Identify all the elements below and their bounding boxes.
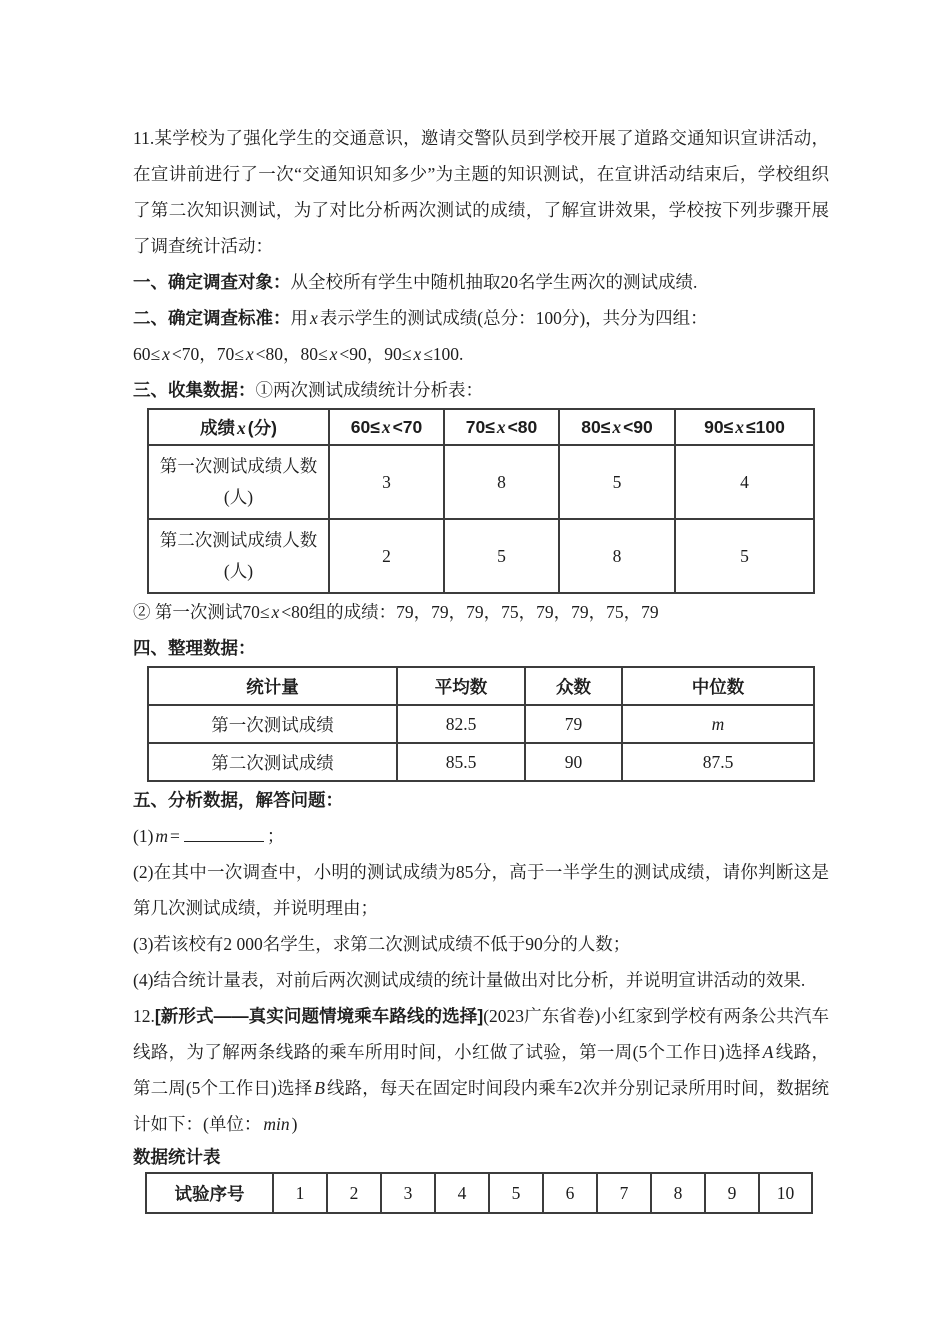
table1-header-range-4	[675, 409, 814, 445]
table2-header-mode: 众数	[525, 667, 622, 705]
header-text: ≤100	[746, 416, 785, 437]
variable-m: m	[711, 713, 725, 734]
step-2-label: 二、确定调查标准：	[133, 308, 291, 328]
step-2-text-pre: 用	[290, 308, 308, 328]
table1-cell: 5	[559, 445, 675, 519]
step-4-line	[133, 630, 829, 666]
question-text: (4)结合统计量表，对前后两次测试成绩的统计量做出对比分析，并说明宣讲活动的效果.	[133, 970, 806, 990]
step-1-text: 从全校所有学生中随机抽取20名学生两次的测试成绩.	[290, 272, 698, 292]
note-2-scores: <80组的成绩：79，79，79，75，79，79，75，79	[281, 602, 659, 622]
score-distribution-table	[147, 408, 815, 594]
table2-row-label: 第一次测试成绩	[148, 705, 397, 743]
question-12-tag: [新形式——真实问题情境乘车路线的选择]	[154, 1006, 484, 1026]
table2-cell-mode: 90	[525, 743, 622, 781]
header-text: (分)	[247, 417, 277, 438]
table1-cell: 5	[444, 519, 559, 593]
question-11-intro-text: 11.某学校为了强化学生的交通意识，邀请交警队员到学校开展了道路交通知识宣讲活动，在宣讲前进行了一次“交通知识知多少”为主题的知识测试，在宣讲活动结束后，学校组织了第二次知识测试，为了对比分析两次测试的成绩，了解宣讲效果，学校按下列步骤开展了调查统计活动：	[133, 128, 829, 256]
table3-cell: 3	[381, 1173, 435, 1213]
variable-x: x	[413, 344, 422, 364]
variable-b: B	[314, 1078, 325, 1098]
variable-x: x	[271, 602, 280, 622]
step-3-label: 三、收集数据：	[133, 380, 256, 400]
question-11-1	[133, 818, 829, 854]
variable-x: x	[162, 344, 170, 364]
unit-min: min	[263, 1114, 290, 1134]
range-segment: <80，80≤	[255, 344, 328, 364]
table2-cell-mode: 79	[525, 705, 622, 743]
table2-cell-median: 87.5	[622, 743, 814, 781]
range-segment: <90，90≤	[339, 344, 412, 364]
table2-row-label: 第二次测试成绩	[148, 743, 397, 781]
variable-x: x	[329, 344, 338, 364]
table1-cell: 2	[329, 519, 444, 593]
question-11-intro	[133, 120, 829, 264]
variable-x: x	[612, 416, 622, 437]
question-text: (2)在其中一次调查中，小明的测试成绩为85分，高于一半学生的测试成绩，请你判断这是第几次测试成绩，并说明理由；	[133, 862, 829, 918]
table2-header-row	[148, 667, 814, 705]
variable-x: x	[735, 416, 744, 437]
step-5-label: 五、分析数据，解答问题：	[133, 790, 343, 810]
row-label-line1: 第二次测试成绩人数	[159, 530, 318, 550]
worksheet-content	[133, 0, 829, 1214]
table3-cell: 4	[435, 1173, 489, 1213]
statistics-summary-table	[147, 666, 815, 782]
table3-cell: 10	[759, 1173, 812, 1213]
header-text: <90	[623, 416, 653, 437]
table3-header-trial: 试验序号	[146, 1173, 273, 1213]
header-text: 80≤	[581, 416, 611, 437]
variable-x: x	[237, 417, 246, 438]
table1-header-range-3	[559, 409, 675, 445]
table1-cell: 5	[675, 519, 814, 593]
question-12-body: )	[291, 1114, 298, 1134]
table2-row-first-test	[148, 705, 814, 743]
step-4-label: 四、整理数据：	[133, 638, 256, 658]
note-2-line	[133, 594, 829, 630]
table1-row-label	[148, 445, 329, 519]
table1-row-first-test	[148, 445, 814, 519]
row-label-line1: 第一次测试成绩人数	[159, 456, 318, 476]
table1-cell: 4	[675, 445, 814, 519]
step-3-text: ①两次测试成绩统计分析表：	[255, 380, 483, 400]
table2-header-statistic: 统计量	[148, 667, 397, 705]
table2-row-second-test	[148, 743, 814, 781]
step-2-text-post: 表示学生的测试成绩(总分：100分)，共分为四组：	[319, 308, 708, 328]
question-number: 12.	[133, 1006, 155, 1026]
table1-header-score	[148, 409, 329, 445]
score-ranges-line	[133, 336, 829, 372]
question-12-source: (2023广东省卷)	[483, 1006, 601, 1026]
question-text: (3)若该校有2 000名学生，求第二次测试成绩不低于90分的人数；	[133, 934, 631, 954]
header-text: <80	[507, 416, 538, 437]
table3-cell: 8	[651, 1173, 705, 1213]
table3-cell: 6	[543, 1173, 597, 1213]
table1-header-row	[148, 409, 814, 445]
table2-cell-mean: 82.5	[397, 705, 525, 743]
table3-cell: 2	[327, 1173, 381, 1213]
table3-cell: 9	[705, 1173, 759, 1213]
range-segment: ≤100.	[423, 344, 464, 364]
variable-x: x	[381, 416, 391, 437]
variable-x: x	[496, 416, 506, 437]
table2-cell-mean: 85.5	[397, 743, 525, 781]
table3-cell: 5	[489, 1173, 543, 1213]
step-2-line	[133, 300, 829, 336]
step-1-line	[133, 264, 829, 300]
table1-cell: 8	[559, 519, 675, 593]
table3-cell: 7	[597, 1173, 651, 1213]
question-12-intro	[133, 998, 829, 1142]
table3-cell: 1	[273, 1173, 327, 1213]
table1-row-label	[148, 519, 329, 593]
question-11-3	[133, 926, 829, 962]
table2-cell-median	[622, 705, 814, 743]
range-segment: 60≤	[133, 344, 161, 364]
question-11-2	[133, 854, 829, 926]
question-11-4	[133, 962, 829, 998]
table1-header-range-1	[329, 409, 444, 445]
table2-header-median: 中位数	[622, 667, 814, 705]
header-text: 60≤	[350, 416, 380, 437]
trial-number-table	[145, 1172, 813, 1214]
step-5-line	[133, 782, 829, 818]
step-1-label: 一、确定调查对象：	[133, 272, 291, 292]
row-label-line2: (人)	[223, 561, 254, 581]
header-text: 成绩	[200, 417, 236, 438]
note-2-text: ② 第一次测试70≤	[133, 602, 270, 622]
header-text: 70≤	[465, 416, 495, 437]
variable-a: A	[762, 1042, 774, 1062]
equals-sign: =	[170, 826, 180, 846]
answer-blank	[184, 824, 264, 843]
table3-title	[133, 1142, 829, 1172]
row-label-line2: (人)	[223, 487, 254, 507]
table3-title-text: 数据统计表	[133, 1147, 221, 1167]
question-12-body: 小红家到学校有两条公共汽车线路，为了解两条线路的乘车所用时间，小红做了试验，第一周(5个工作日)选择	[133, 1006, 830, 1062]
variable-m: m	[155, 826, 169, 846]
variable-x: x	[310, 308, 318, 328]
question-12-body: 线路，每天在固定时间段内乘车2次并分别记录所用时间，数据统计如下：(单位：	[133, 1078, 830, 1134]
question-12-body: 线路，第二周(5个工作日)选择	[133, 1042, 829, 1098]
table1-cell: 3	[329, 445, 444, 519]
table1-row-second-test	[148, 519, 814, 593]
table3-row	[146, 1173, 812, 1213]
table2-header-mean: 平均数	[397, 667, 525, 705]
header-text: 90≤	[704, 416, 734, 437]
question-number: (1)	[133, 826, 154, 846]
table1-cell: 8	[444, 445, 559, 519]
header-text: <70	[392, 416, 423, 437]
table1-header-range-2	[444, 409, 559, 445]
variable-x: x	[245, 344, 254, 364]
range-segment: <70，70≤	[171, 344, 244, 364]
punctuation: ；	[266, 826, 285, 846]
step-3-line	[133, 372, 829, 408]
